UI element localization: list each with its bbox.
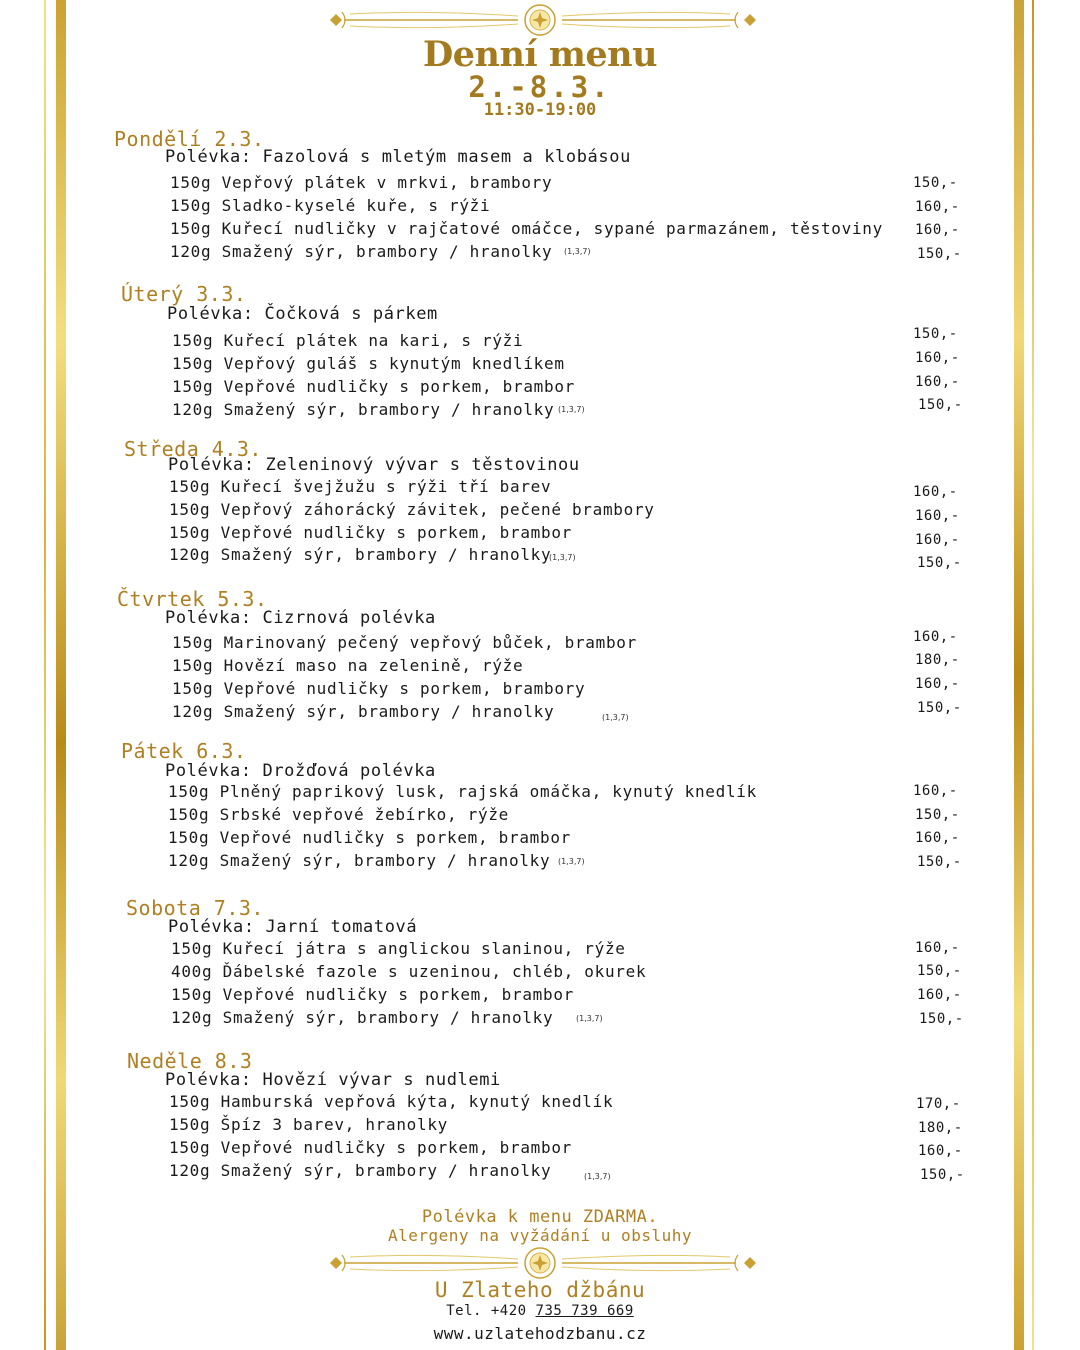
- allergen-codes: (1,3,7): [584, 1172, 611, 1181]
- opening-hours: 11:30-19:00: [483, 100, 597, 120]
- menu-item-price: 150,-: [917, 555, 962, 571]
- menu-item-price: 160,-: [915, 222, 960, 238]
- day-heading-sunday: Neděle 8.3: [127, 1049, 253, 1073]
- menu-item-price: 160,-: [913, 783, 958, 799]
- menu-item-text: 120g Smažený sýr, brambory / hranolky: [171, 1008, 554, 1027]
- menu-item-price: 160,-: [913, 629, 958, 645]
- allergen-codes: (1,3,7): [564, 247, 591, 256]
- frame-left-gold-bar: [56, 0, 66, 1350]
- phone-prefix: Tel. +420: [446, 1303, 536, 1319]
- menu-item-text: 150g Vepřové nudličky s porkem, brambor: [171, 985, 574, 1004]
- menu-item-text: 150g Vepřové nudličky s porkem, brambor: [169, 1138, 572, 1157]
- menu-item-text: 150g Vepřové nudličky s porkem, brambor: [169, 523, 572, 542]
- menu-item-price: 150,-: [913, 175, 958, 191]
- menu-item-text: 150g Vepřové nudličky s porkem, brambor: [168, 828, 571, 847]
- menu-item-price: 150,-: [917, 963, 962, 979]
- menu-item-text: 150g Vepřový plátek v mrkvi, brambory: [170, 173, 553, 192]
- day-heading-saturday: Sobota 7.3.: [126, 896, 264, 920]
- bottom-ornament-icon: [320, 1243, 760, 1283]
- menu-item-price: 150,-: [918, 397, 963, 413]
- allergen-codes: (1,3,7): [602, 713, 629, 722]
- menu-item-text: 150g Špíz 3 barev, hranolky: [169, 1115, 448, 1134]
- menu-item-price: 160,-: [915, 940, 960, 956]
- allergen-codes: (1,3,7): [558, 405, 585, 414]
- menu-item-price: 160,-: [915, 676, 960, 692]
- allergen-codes: (1,3,7): [558, 857, 585, 866]
- allergen-codes: (1,3,7): [576, 1014, 603, 1023]
- menu-item-text: 120g Smažený sýr, brambory / hranolky: [172, 400, 555, 419]
- menu-item-text: 150g Vepřové nudličky s porkem, brambory: [172, 679, 586, 698]
- day-heading-wednesday: Středa 4.3.: [124, 437, 262, 461]
- soup-sunday: Polévka: Hovězí vývar s nudlemi: [165, 1070, 501, 1090]
- menu-item-price: 150,-: [917, 246, 962, 262]
- menu-item-text: 120g Smažený sýr, brambory / hranolky: [170, 242, 553, 261]
- menu-item-price: 170,-: [916, 1096, 961, 1112]
- menu-item-price: 160,-: [917, 987, 962, 1003]
- menu-item-text: 150g Sladko-kyselé kuře, s rýži: [170, 196, 491, 215]
- soup-wednesday: Polévka: Zeleninový vývar s těstovinou: [168, 455, 580, 475]
- menu-item-price: 150,-: [919, 1011, 964, 1027]
- menu-date-range: 2.-8.3.: [468, 70, 612, 104]
- menu-item-text: 150g Vepřový guláš s kynutým knedlíkem: [172, 354, 565, 373]
- menu-item-price: 180,-: [915, 652, 960, 668]
- menu-item-text: 150g Vepřový záhorácký závitek, pečené brambory: [169, 500, 655, 519]
- day-heading-tuesday: Úterý 3.3.: [121, 282, 247, 306]
- menu-item-price: 150,-: [915, 807, 960, 823]
- menu-item-text: 120g Smažený sýr, brambory / hranolky: [168, 851, 551, 870]
- website-url[interactable]: www.uzlatehodzbanu.cz: [433, 1324, 647, 1343]
- menu-item-text: 120g Smažený sýr, brambory / hranolky: [172, 702, 555, 721]
- menu-item-text: 150g Marinovaný pečený vepřový bůček, brambor: [172, 633, 637, 652]
- menu-item-text: 150g Vepřové nudličky s porkem, brambor: [172, 377, 575, 396]
- soup-thursday: Polévka: Cizrnová polévka: [165, 608, 436, 628]
- page-title: Denní menu: [422, 34, 658, 75]
- menu-item-price: 150,-: [920, 1167, 965, 1183]
- allergens-note: Alergeny na vyžádání u obsluhy: [388, 1226, 692, 1245]
- menu-item-text: 150g Kuřecí játra s anglickou slaninou, rýže: [171, 939, 626, 958]
- menu-item-text: 150g Srbské vepřové žebírko, rýže: [168, 805, 509, 824]
- menu-item-text: 150g Plněný paprikový lusk, rajská omáčka, kynutý knedlík: [168, 782, 757, 801]
- menu-item-price: 150,-: [917, 700, 962, 716]
- menu-item-price: 160,-: [915, 532, 960, 548]
- menu-item-price: 160,-: [913, 484, 958, 500]
- menu-item-text: 120g Smažený sýr, brambory / hranolky: [169, 545, 552, 564]
- phone-line: [0, 1303, 1080, 1319]
- phone-number-link[interactable]: 735 739 669: [535, 1303, 634, 1319]
- soup-saturday: Polévka: Jarní tomatová: [168, 917, 418, 937]
- menu-item-price: 160,-: [915, 374, 960, 390]
- restaurant-name: U Zlateho džbánu: [434, 1278, 646, 1302]
- soup-tuesday: Polévka: Čočková s párkem: [167, 304, 438, 324]
- soup-monday: Polévka: Fazolová s mletým masem a klobásou: [165, 147, 631, 167]
- menu-item-price: 150,-: [913, 326, 958, 342]
- day-heading-monday: Pondělí 2.3.: [114, 127, 265, 151]
- menu-item-price: 160,-: [915, 199, 960, 215]
- allergen-codes: (1,3,7): [549, 553, 576, 562]
- frame-right-gold-bar: [1014, 0, 1024, 1350]
- frame-right-outer-line: [1032, 0, 1034, 1350]
- menu-item-text: 120g Smažený sýr, brambory / hranolky: [169, 1161, 552, 1180]
- menu-item-price: 150,-: [917, 854, 962, 870]
- menu-item-text: 150g Hamburská vepřová kýta, kynutý knedlík: [169, 1092, 614, 1111]
- free-soup-note: Polévka k menu ZDARMA.: [421, 1207, 659, 1227]
- menu-item-text: 150g Kuřecí nudličky v rajčatové omáčce, sypané parmazánem, těstoviny: [170, 219, 883, 238]
- frame-left-outer-line: [44, 0, 46, 1350]
- day-heading-thursday: Čtvrtek 5.3.: [117, 587, 268, 611]
- menu-item-text: 400g Ďábelské fazole s uzeninou, chléb, okurek: [171, 962, 647, 981]
- menu-item-price: 160,-: [915, 508, 960, 524]
- menu-item-price: 160,-: [918, 1143, 963, 1159]
- soup-friday: Polévka: Drožďová polévka: [165, 761, 436, 781]
- menu-item-price: 180,-: [918, 1120, 963, 1136]
- menu-item-price: 160,-: [915, 830, 960, 846]
- menu-item-price: 160,-: [915, 350, 960, 366]
- menu-item-text: 150g Kuřecí plátek na kari, s rýži: [172, 331, 524, 350]
- menu-item-text: 150g Hovězí maso na zelenině, rýže: [172, 656, 524, 675]
- day-heading-friday: Pátek 6.3.: [121, 739, 247, 763]
- menu-item-text: 150g Kuřecí švejžužu s rýži tří barev: [169, 477, 552, 496]
